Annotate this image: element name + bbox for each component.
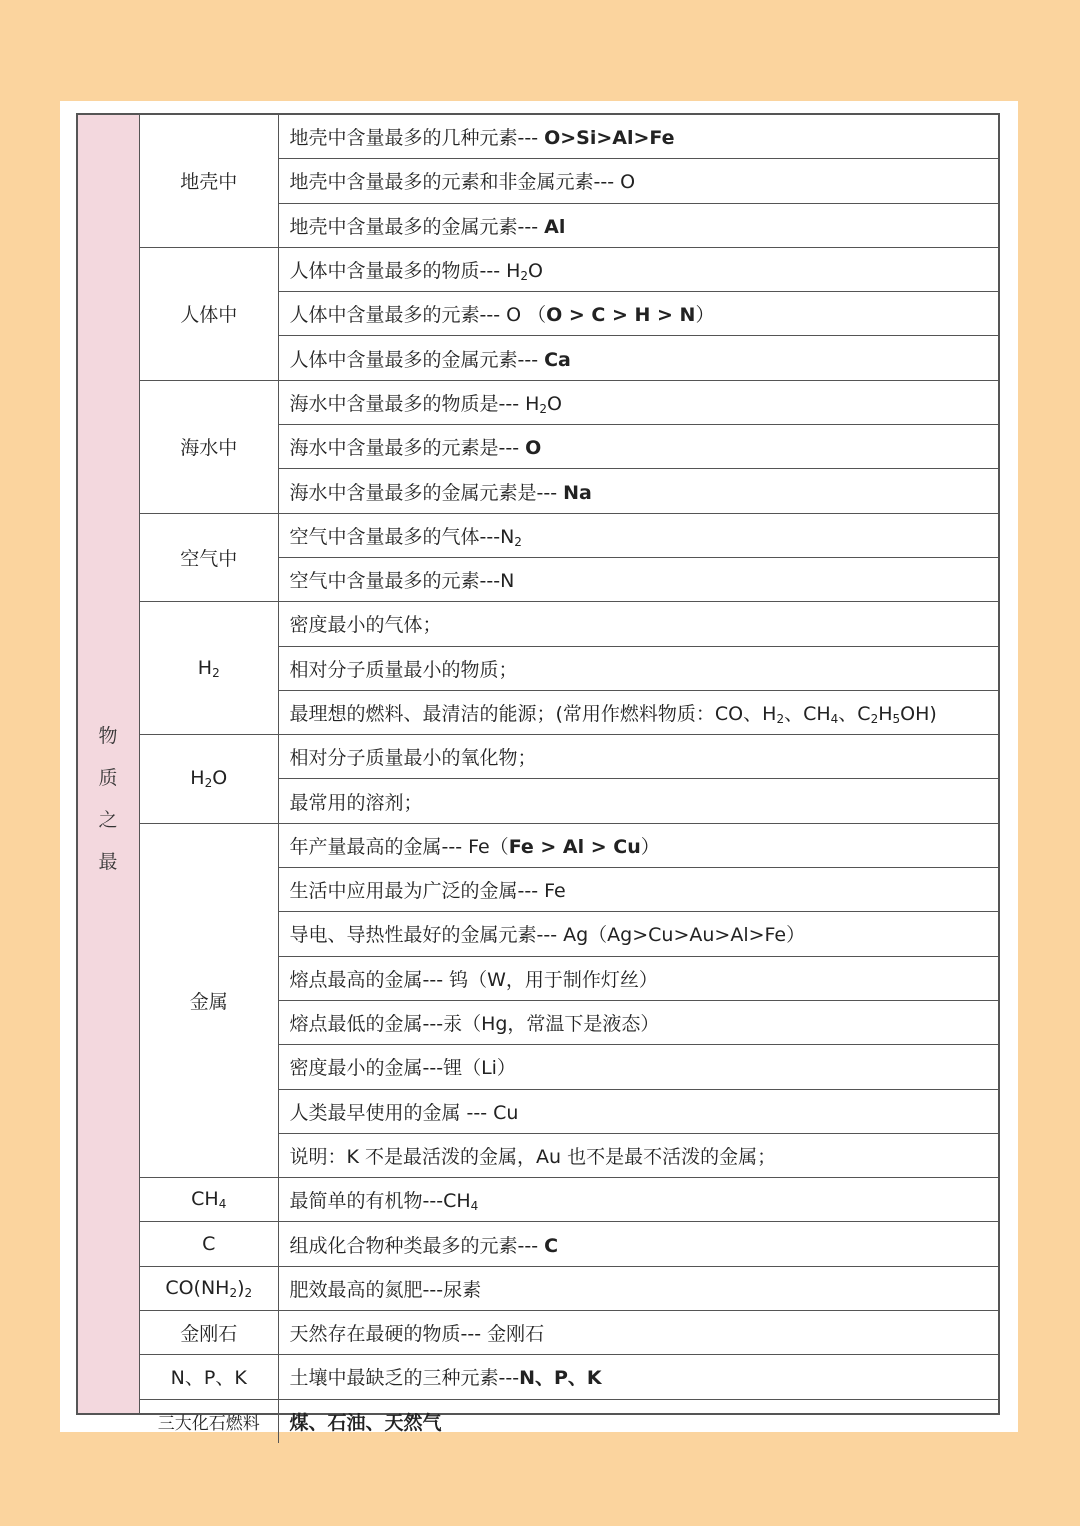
category-cell: 海水中 — [140, 380, 278, 513]
fact-cell — [278, 292, 1000, 336]
subscript-text: 2 — [539, 401, 548, 416]
fact-cell — [278, 912, 1000, 956]
table-row — [140, 1222, 1000, 1266]
text-segment: Al — [544, 215, 566, 238]
text-segment: 空气中含量最多的气体---N — [289, 525, 515, 548]
subscript-text: 5 — [892, 712, 901, 726]
text-segment: 相对分子质量最小的氧化物； — [289, 747, 537, 770]
fact-cell — [278, 1222, 1000, 1266]
fact-cell — [278, 646, 1000, 690]
text-segment: 熔点最低的金属---汞（Hg，常温下是液态） — [289, 1013, 660, 1036]
subscript-text: 2 — [520, 269, 529, 284]
subscript-text: 2 — [870, 712, 879, 726]
text-segment: 说明：K 不是最活泼的金属，Au 也不是最不活泼的金属； — [289, 1145, 777, 1168]
text-segment: C — [544, 1234, 559, 1257]
fact-cell — [278, 247, 1000, 291]
fact-cell — [278, 1133, 1000, 1177]
fact-cell — [278, 380, 1000, 424]
text-segment: CO(NH — [165, 1276, 230, 1299]
subscript-text: 2 — [514, 534, 522, 549]
text-segment: 海水中含量最多的物质是--- H — [289, 392, 540, 415]
fact-cell — [278, 513, 1000, 557]
fact-cell — [278, 1266, 1000, 1310]
category-cell: 金刚石 — [140, 1311, 278, 1355]
text-segment: 肥效最高的氮肥---尿素 — [289, 1278, 482, 1301]
table-row — [140, 380, 1000, 424]
table-row — [140, 513, 1000, 557]
text-segment: O — [547, 392, 563, 415]
text-segment: H — [197, 656, 213, 679]
text-segment: O — [212, 767, 228, 790]
subscript-text: 2 — [229, 1285, 238, 1300]
text-segment: 、CH — [784, 703, 831, 725]
text-segment: 人类最早使用的金属 --- Cu — [289, 1101, 519, 1124]
text-segment: N、P、K — [519, 1367, 602, 1390]
subscript-text: 4 — [830, 712, 839, 726]
text-segment: 导电、导热性最好的金属元素--- Ag（Ag>Cu>Au>Al>Fe） — [289, 924, 806, 947]
text-segment: OH) — [900, 703, 937, 725]
fact-cell — [278, 336, 1000, 380]
text-segment: O — [525, 437, 542, 460]
text-segment: 组成化合物种类最多的元素--- — [289, 1234, 545, 1257]
table-row — [140, 1178, 1000, 1222]
category-cell — [140, 602, 278, 735]
fact-cell — [278, 868, 1000, 912]
text-segment: 天然存在最硬的物质--- 金刚石 — [289, 1323, 545, 1346]
fact-cell — [278, 469, 1000, 513]
text-segment: ) — [237, 1276, 245, 1299]
text-segment: 最理想的燃料、最清洁的能源；(常用作燃料物质：CO、H — [289, 703, 777, 725]
text-segment: 熔点最高的金属--- 钨（W，用于制作灯丝） — [289, 968, 658, 991]
text-segment: 地壳中含量最多的几种元素--- — [289, 127, 545, 150]
subscript-text: 4 — [470, 1199, 479, 1214]
side-title-column — [78, 115, 140, 1413]
category-cell — [140, 1178, 278, 1222]
side-title — [78, 715, 138, 883]
text-segment: 海水中含量最多的元素是--- — [289, 437, 526, 460]
table-row — [140, 247, 1000, 291]
text-segment: H — [878, 703, 893, 725]
facts-table-body — [140, 115, 1000, 1443]
fact-cell — [278, 1311, 1000, 1355]
text-segment: 生活中应用最为广泛的金属--- Fe — [289, 880, 566, 903]
fact-cell — [278, 1045, 1000, 1089]
fact-cell — [278, 425, 1000, 469]
text-segment: O — [528, 260, 544, 283]
text-segment: 煤、石油、天然气 — [289, 1411, 442, 1434]
fact-cell — [278, 1000, 1000, 1044]
side-title-char: 物 — [98, 725, 118, 747]
category-cell: N、P、K — [140, 1355, 278, 1399]
text-segment: Ca — [544, 348, 571, 371]
fact-cell — [278, 956, 1000, 1000]
text-segment: 最常用的溶剂； — [289, 791, 423, 814]
text-segment: ） — [695, 304, 715, 327]
category-cell: 人体中 — [140, 247, 278, 380]
text-segment: ） — [640, 835, 660, 858]
table-row — [140, 1355, 1000, 1399]
text-segment: O > C > H > N — [546, 304, 696, 327]
text-segment: 人体中含量最多的物质--- H — [289, 260, 521, 283]
fact-cell — [278, 115, 1000, 159]
text-segment: 密度最小的气体； — [289, 614, 442, 637]
side-title-char: 质 — [98, 767, 118, 789]
table-row — [140, 602, 1000, 646]
table-row — [140, 735, 1000, 779]
text-segment: 地壳中含量最多的金属元素--- — [289, 215, 545, 238]
fact-cell — [278, 1089, 1000, 1133]
facts-table — [140, 115, 1000, 1443]
text-segment: Na — [563, 481, 592, 504]
table-row — [140, 115, 1000, 159]
fact-cell — [278, 1399, 1000, 1443]
text-segment: 最简单的有机物---CH — [289, 1190, 471, 1213]
summary-table-frame — [76, 113, 1000, 1434]
text-segment: 人体中含量最多的元素--- O （ — [289, 304, 547, 327]
text-segment: 相对分子质量最小的物质； — [289, 658, 518, 681]
text-segment: 密度最小的金属---锂（Li） — [289, 1057, 516, 1080]
fact-cell — [278, 690, 1000, 734]
fact-cell — [278, 557, 1000, 601]
text-segment: Fe > Al > Cu — [508, 835, 641, 858]
text-segment: 海水中含量最多的金属元素是--- — [289, 481, 564, 504]
table-row — [140, 823, 1000, 867]
text-segment: 空气中含量最多的元素---N — [289, 570, 515, 593]
text-segment: CH — [191, 1188, 219, 1211]
category-cell — [140, 735, 278, 824]
category-cell: 空气中 — [140, 513, 278, 602]
fact-cell — [278, 203, 1000, 247]
category-cell: C — [140, 1222, 278, 1266]
side-title-char: 之 — [98, 809, 118, 831]
category-cell: 金属 — [140, 823, 278, 1177]
category-cell: 地壳中 — [140, 115, 278, 247]
fact-cell — [278, 735, 1000, 779]
text-segment: 地壳中含量最多的元素和非金属元素--- O — [289, 171, 636, 194]
fact-cell — [278, 1178, 1000, 1222]
subscript-text: 2 — [212, 665, 220, 680]
text-segment: 人体中含量最多的金属元素--- — [289, 348, 545, 371]
text-segment: 土壤中最缺乏的三种元素--- — [289, 1367, 520, 1390]
table-row — [140, 1399, 1000, 1443]
fact-cell — [278, 779, 1000, 823]
subscript-text: 2 — [244, 1285, 253, 1300]
fact-cell — [278, 602, 1000, 646]
fact-cell — [278, 823, 1000, 867]
category-cell: 三大化石燃料 — [140, 1399, 278, 1443]
text-segment: 、C — [838, 703, 871, 725]
subscript-text: 4 — [218, 1197, 227, 1212]
text-segment: 年产量最高的金属--- Fe（ — [289, 835, 509, 858]
text-segment: H — [190, 767, 205, 790]
subscript-text: 2 — [776, 712, 785, 726]
text-segment: O>Si>Al>Fe — [544, 127, 675, 150]
category-cell — [140, 1266, 278, 1310]
document-page — [60, 101, 1018, 1432]
side-title-char: 最 — [98, 851, 118, 873]
table-row — [140, 1266, 1000, 1310]
table-row — [140, 1311, 1000, 1355]
subscript-text: 2 — [204, 776, 213, 791]
fact-cell — [278, 159, 1000, 203]
fact-cell — [278, 1355, 1000, 1399]
